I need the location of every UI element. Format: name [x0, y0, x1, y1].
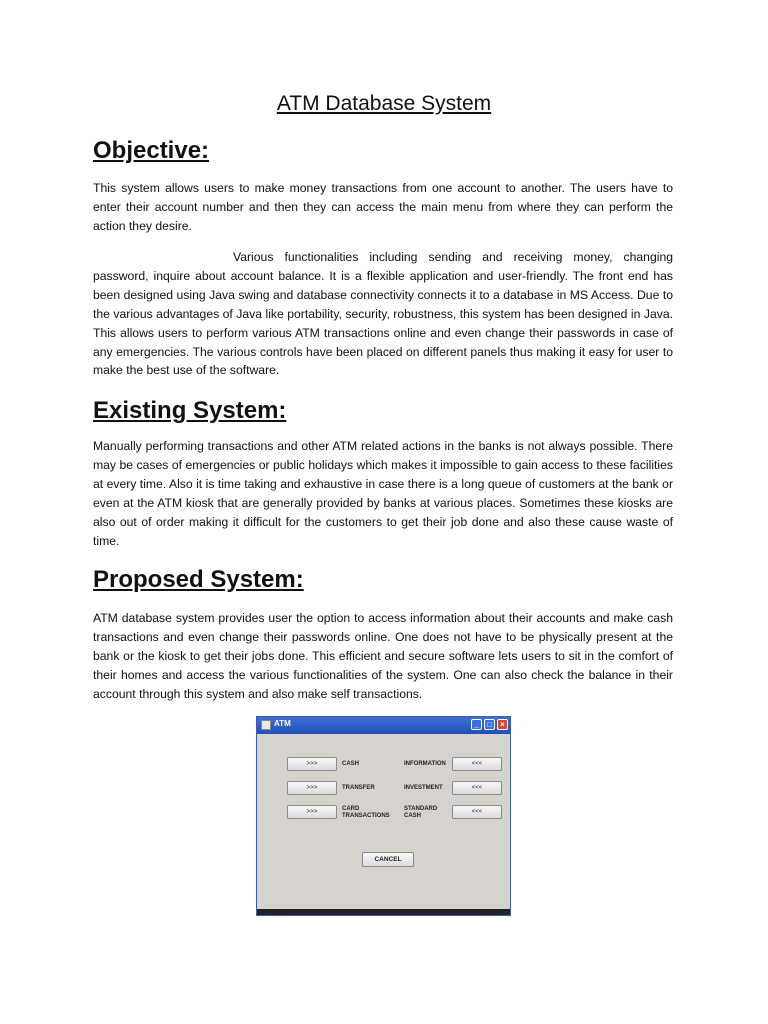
atm-window-screenshot [256, 716, 511, 916]
app-icon [261, 720, 271, 730]
proposed-system-heading: Proposed System: [93, 566, 304, 593]
atm-window-body [257, 734, 510, 916]
atm-window-title: ATM [274, 719, 291, 728]
cancel-button: CANCEL [362, 852, 414, 867]
investment-label: INVESTMENT [404, 785, 443, 791]
cash-button: >>> [287, 757, 337, 771]
close-icon: × [497, 719, 508, 730]
cash-label: CASH [342, 761, 360, 767]
objective-heading: Objective: [93, 137, 210, 164]
atm-window-titlebar [257, 717, 510, 734]
screenshot-crop-band [257, 909, 510, 915]
objective-paragraph-2: Various functionalities including sending and receiving money, changing password, inquire about account balance. It is a flexible application and user-friendly. The front end has been designed using Java swing and database connectivity connects it to a database in MS Access. Due to the various advantages of Java like portability, security, robustness, this system has been designed in Java. This allows users to perform various ATM transactions online and even change their passwords in case of any emergencies. The various controls have been placed on different panels thus making it easy for user to make the best use of the software. [93, 250, 673, 378]
transfer-button: >>> [287, 781, 337, 795]
objective-paragraph-1: This system allows users to make money transactions from one account to another. The users have to enter their account number and then they can access the main menu from where they can perform the action they desire. [93, 181, 673, 233]
information-button: <<< [452, 757, 502, 771]
standard-cash-label: STANDARD CASH [404, 806, 438, 819]
information-label: INFORMATION [404, 761, 446, 767]
document-title: ATM Database System [276, 92, 492, 115]
card-transactions-label: CARD TRANSACTIONS [342, 806, 390, 819]
proposed-system-paragraph: ATM database system provides user the option to access information about their accounts and make cash transactions and even change their passwords online. One does not have to be physically present at the bank or the kiosk to get their jobs done. This efficient and secure software lets users to sit in the comfort of their homes and access the various functionalities of the system. One can also check the balance in their account through this system and also make self transactions. [93, 611, 673, 701]
existing-system-heading: Existing System: [93, 397, 287, 424]
maximize-icon: □ [484, 719, 495, 730]
card-transactions-button: >>> [287, 805, 337, 819]
minimize-icon: _ [471, 719, 482, 730]
existing-system-paragraph: Manually performing transactions and other ATM related actions in the banks is not always possible. There may be cases of emergencies or public holidays which makes it impossible to gain access to these facilities at every time. Also it is time taking and exhaustive in case there is a long queue of customers at the bank or even at the ATM kiosk that are generally provided by banks at various places. Sometimes these kiosks are also out of order making it difficult for the customers to get their job done and also these cause waste of time. [93, 439, 673, 548]
standard-cash-button: <<< [452, 805, 502, 819]
investment-button: <<< [452, 781, 502, 795]
transfer-label: TRANSFER [342, 785, 375, 791]
